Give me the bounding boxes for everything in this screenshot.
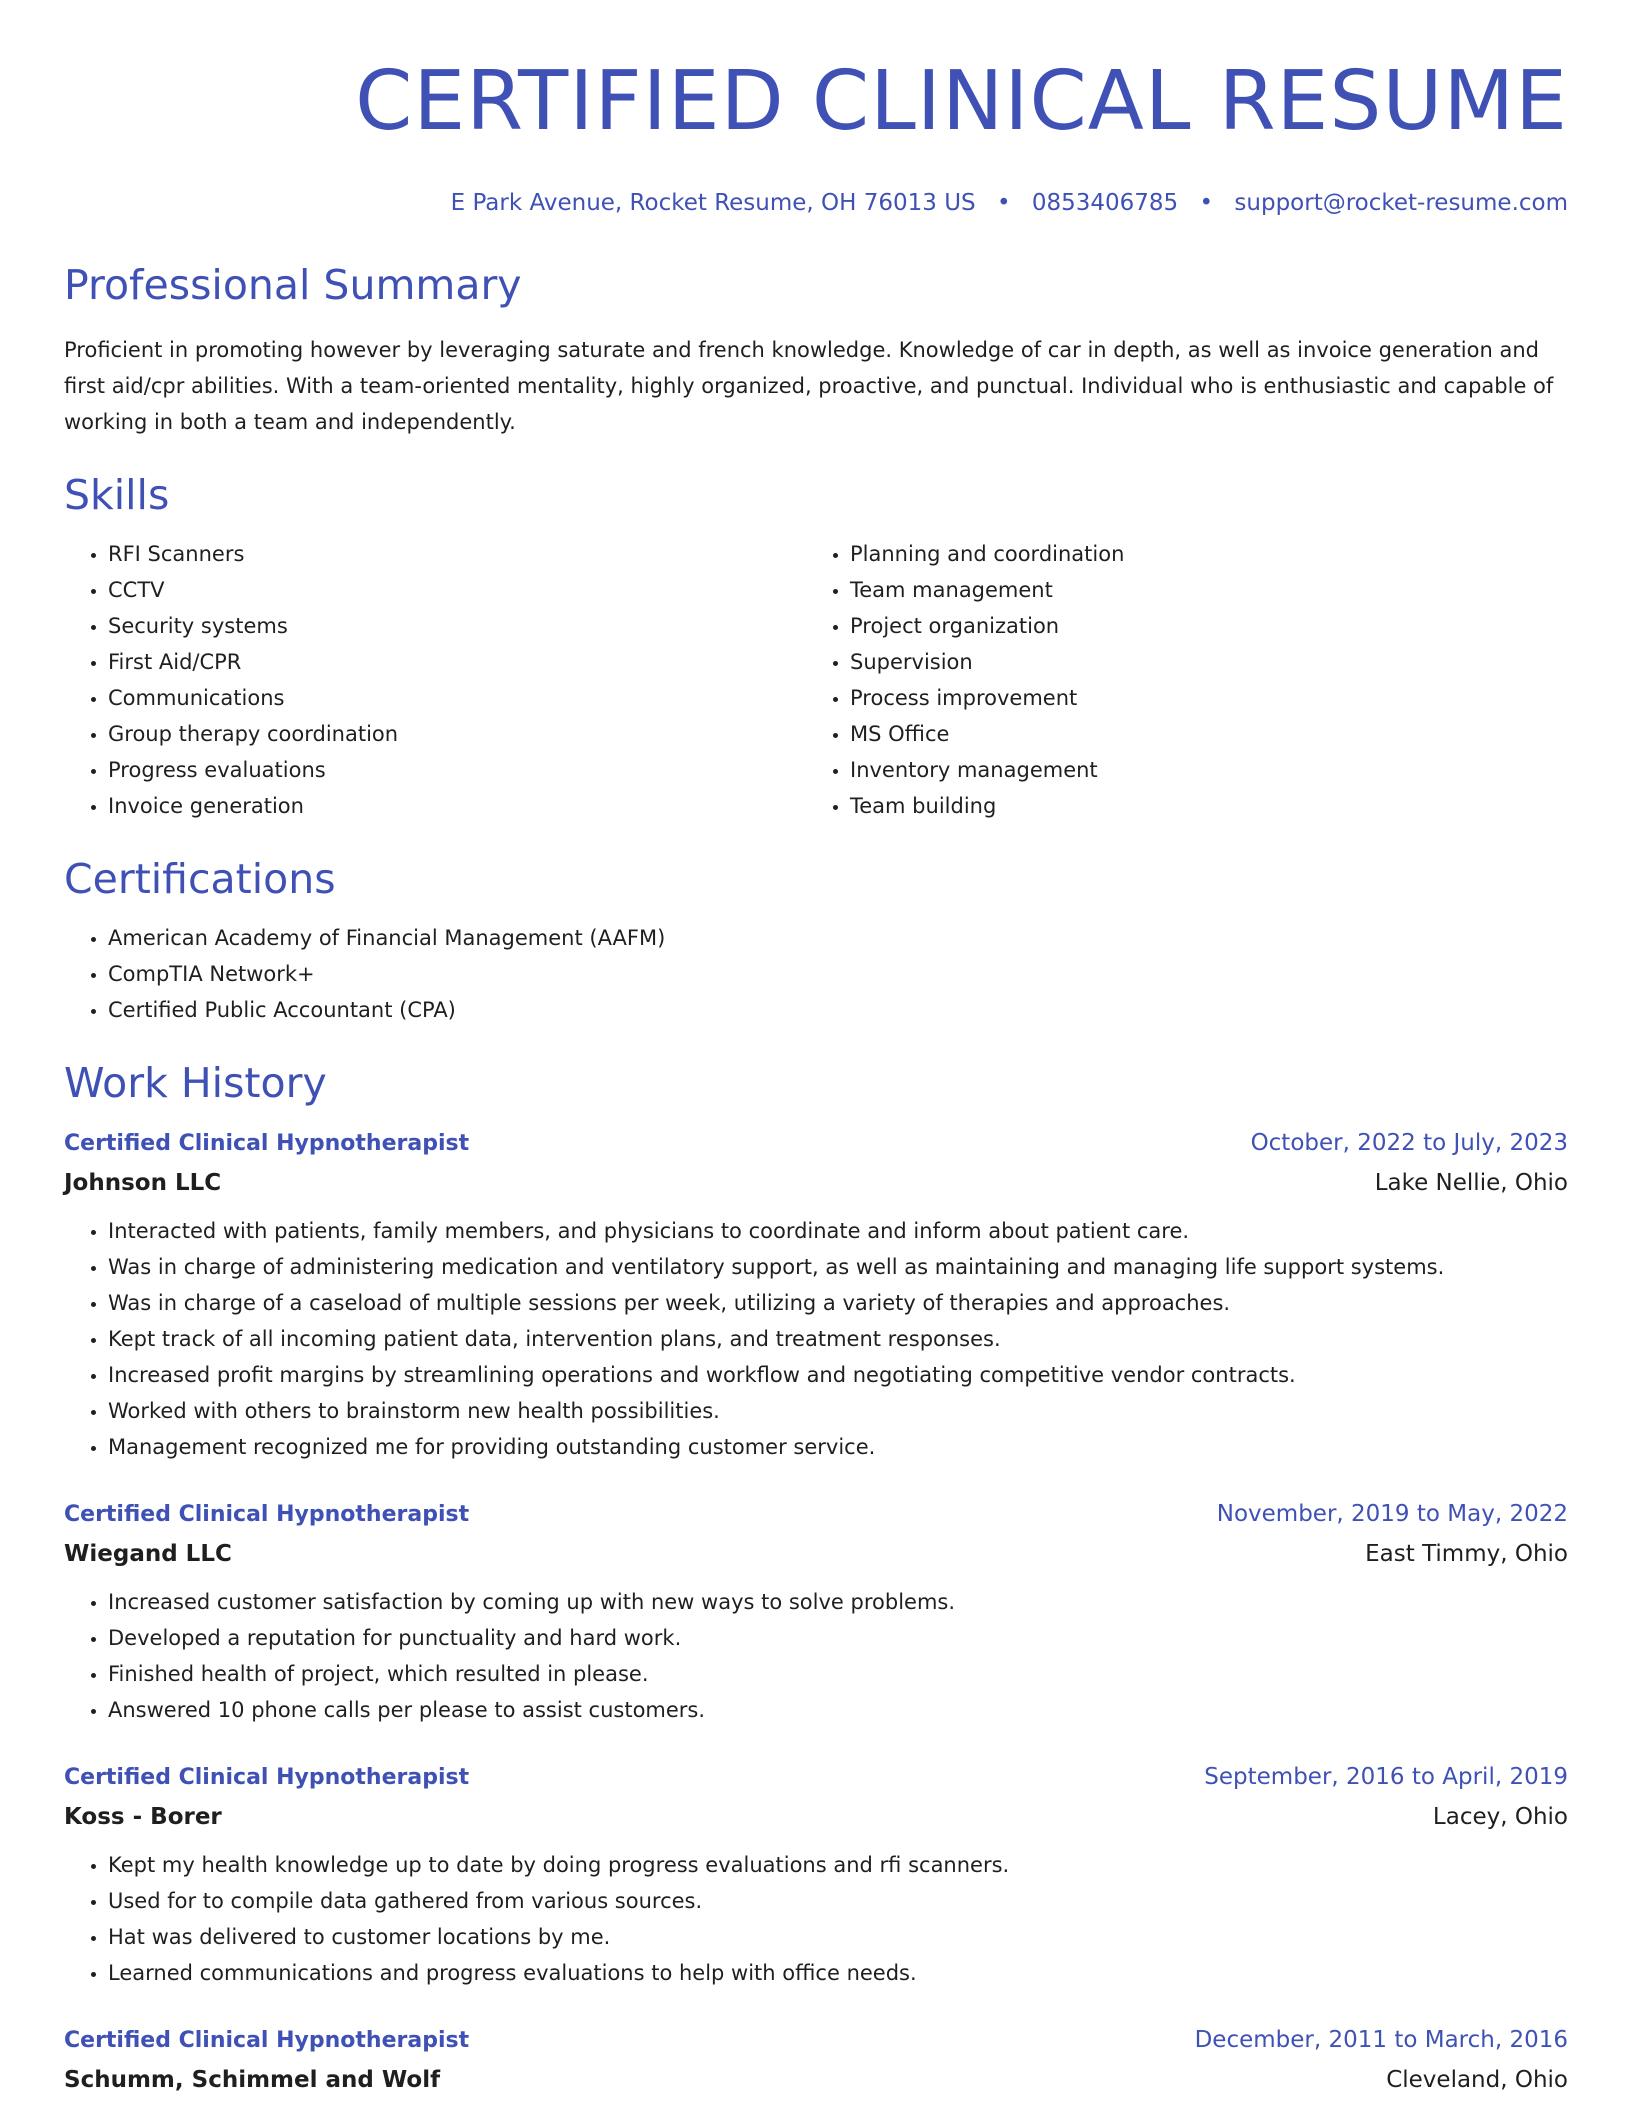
job-dates: November, 2019 to May, 2022 bbox=[1216, 1501, 1568, 1527]
job-dates: October, 2022 to July, 2023 bbox=[1250, 1130, 1568, 1156]
duty-item: • Finished health of project, which resulted in please. bbox=[108, 1656, 1568, 1692]
skills-grid bbox=[64, 536, 1568, 824]
contact-separator: • bbox=[1199, 190, 1214, 216]
job-company: Koss - Borer bbox=[64, 1804, 222, 1830]
job-company-row bbox=[64, 1534, 1568, 1574]
skill-item: • First Aid/CPR bbox=[108, 644, 806, 680]
job-dates: September, 2016 to April, 2019 bbox=[1204, 1764, 1568, 1790]
job-location: Lacey, Ohio bbox=[1432, 1804, 1568, 1830]
job-duties bbox=[64, 1584, 1568, 1728]
skills-column-right bbox=[806, 536, 1548, 824]
summary-heading: Professional Summary bbox=[64, 261, 522, 309]
contact-email[interactable]: support@rocket-resume.com bbox=[1234, 190, 1568, 216]
job-company-row bbox=[64, 1797, 1568, 1837]
job-company: Wiegand LLC bbox=[64, 1541, 232, 1567]
duty-item: • Increased profit margins by streamlining operations and workflow and negotiating competitive vendor contracts. bbox=[108, 1357, 1568, 1393]
skills-column-left bbox=[64, 536, 806, 824]
summary-text: Proficient in promoting however by leveraging saturate and french knowledge. Knowledge of car in depth, as well as invoice generation and first aid/cpr abilities. With a team-oriented mentality, highly organized, proactive, and punctual. Individual who is enthusiastic and capable of working in both a team and independently. bbox=[64, 338, 1554, 434]
job-company: Schumm, Schimmel and Wolf bbox=[64, 2067, 441, 2093]
skill-item: • Communications bbox=[108, 680, 806, 716]
job-duties bbox=[64, 1213, 1568, 1465]
skill-item: • Invoice generation bbox=[108, 788, 806, 824]
certifications-list bbox=[64, 920, 1568, 1028]
job-location: Lake Nellie, Ohio bbox=[1374, 1170, 1568, 1196]
job-entry bbox=[64, 1758, 1568, 1991]
certification-item: • Certified Public Accountant (CPA) bbox=[108, 992, 1568, 1028]
job-title-row bbox=[64, 1758, 1568, 1797]
certifications-heading: Certifications bbox=[64, 855, 336, 903]
skill-item: • Planning and coordination bbox=[850, 536, 1548, 572]
duty-item: • Interacted with patients, family members, and physicians to coordinate and inform about patient care. bbox=[108, 1213, 1568, 1249]
duty-item: • Used for to compile data gathered from various sources. bbox=[108, 1883, 1568, 1919]
job-title: Certified Clinical Hypnotherapist bbox=[64, 2028, 470, 2053]
duty-item: • Was in charge of a caseload of multiple sessions per week, utilizing a variety of therapies and approaches. bbox=[108, 1285, 1568, 1321]
skill-item: • MS Office bbox=[850, 716, 1548, 752]
resume-header bbox=[64, 0, 1568, 218]
job-title-row bbox=[64, 1124, 1568, 1163]
duty-item: • Was in charge of administering medication and ventilatory support, as well as maintaining and managing life support systems. bbox=[108, 1249, 1568, 1285]
job-title-row bbox=[64, 2021, 1568, 2060]
duty-item: • Answered 10 phone calls per please to assist customers. bbox=[108, 1692, 1568, 1728]
duty-item: • Kept track of all incoming patient data, intervention plans, and treatment responses. bbox=[108, 1321, 1568, 1357]
contact-line bbox=[64, 188, 1568, 218]
duty-item: • Kept my health knowledge up to date by doing progress evaluations and rfi scanners. bbox=[108, 1847, 1568, 1883]
job-location: Cleveland, Ohio bbox=[1386, 2067, 1568, 2093]
skills-heading: Skills bbox=[64, 471, 170, 519]
job-title: Certified Clinical Hypnotherapist bbox=[64, 1765, 470, 1790]
skill-item: • Team building bbox=[850, 788, 1548, 824]
resume-title: CERTIFIED CLINICAL RESUME bbox=[355, 54, 1568, 149]
job-entry bbox=[64, 1124, 1568, 1465]
work-history-heading: Work History bbox=[64, 1059, 327, 1107]
duty-item: • Increased customer satisfaction by coming up with new ways to solve problems. bbox=[108, 1584, 1568, 1620]
contact-separator: • bbox=[996, 190, 1011, 216]
duty-item: • Developed a reputation for punctuality and hard work. bbox=[108, 1620, 1568, 1656]
job-company-row bbox=[64, 2060, 1568, 2100]
job-entry bbox=[64, 2021, 1568, 2100]
job-title: Certified Clinical Hypnotherapist bbox=[64, 1131, 470, 1156]
skill-item: • CCTV bbox=[108, 572, 806, 608]
job-company: Johnson LLC bbox=[64, 1170, 222, 1196]
job-location: East Timmy, Ohio bbox=[1365, 1541, 1568, 1567]
job-dates: December, 2011 to March, 2016 bbox=[1194, 2027, 1568, 2053]
duty-item: • Learned communications and progress evaluations to help with office needs. bbox=[108, 1955, 1568, 1991]
skill-item: • RFI Scanners bbox=[108, 536, 806, 572]
skill-item: • Team management bbox=[850, 572, 1548, 608]
skill-item: • Security systems bbox=[108, 608, 806, 644]
duty-item: • Worked with others to brainstorm new health possibilities. bbox=[108, 1393, 1568, 1429]
skill-item: • Inventory management bbox=[850, 752, 1548, 788]
skill-item: • Progress evaluations bbox=[108, 752, 806, 788]
job-title-row bbox=[64, 1495, 1568, 1534]
contact-phone: 0853406785 bbox=[1031, 190, 1179, 216]
job-title: Certified Clinical Hypnotherapist bbox=[64, 1502, 470, 1527]
certification-item: • American Academy of Financial Management (AAFM) bbox=[108, 920, 1568, 956]
duty-item: • Hat was delivered to customer locations by me. bbox=[108, 1919, 1568, 1955]
contact-address: E Park Avenue, Rocket Resume, OH 76013 US bbox=[450, 190, 976, 216]
skill-item: • Group therapy coordination bbox=[108, 716, 806, 752]
job-duties bbox=[64, 1847, 1568, 1991]
skill-item: • Process improvement bbox=[850, 680, 1548, 716]
certification-item: • CompTIA Network+ bbox=[108, 956, 1568, 992]
job-company-row bbox=[64, 1163, 1568, 1203]
job-entry bbox=[64, 1495, 1568, 1728]
duty-item: • Management recognized me for providing outstanding customer service. bbox=[108, 1429, 1568, 1465]
skill-item: • Project organization bbox=[850, 608, 1548, 644]
skill-item: • Supervision bbox=[850, 644, 1548, 680]
